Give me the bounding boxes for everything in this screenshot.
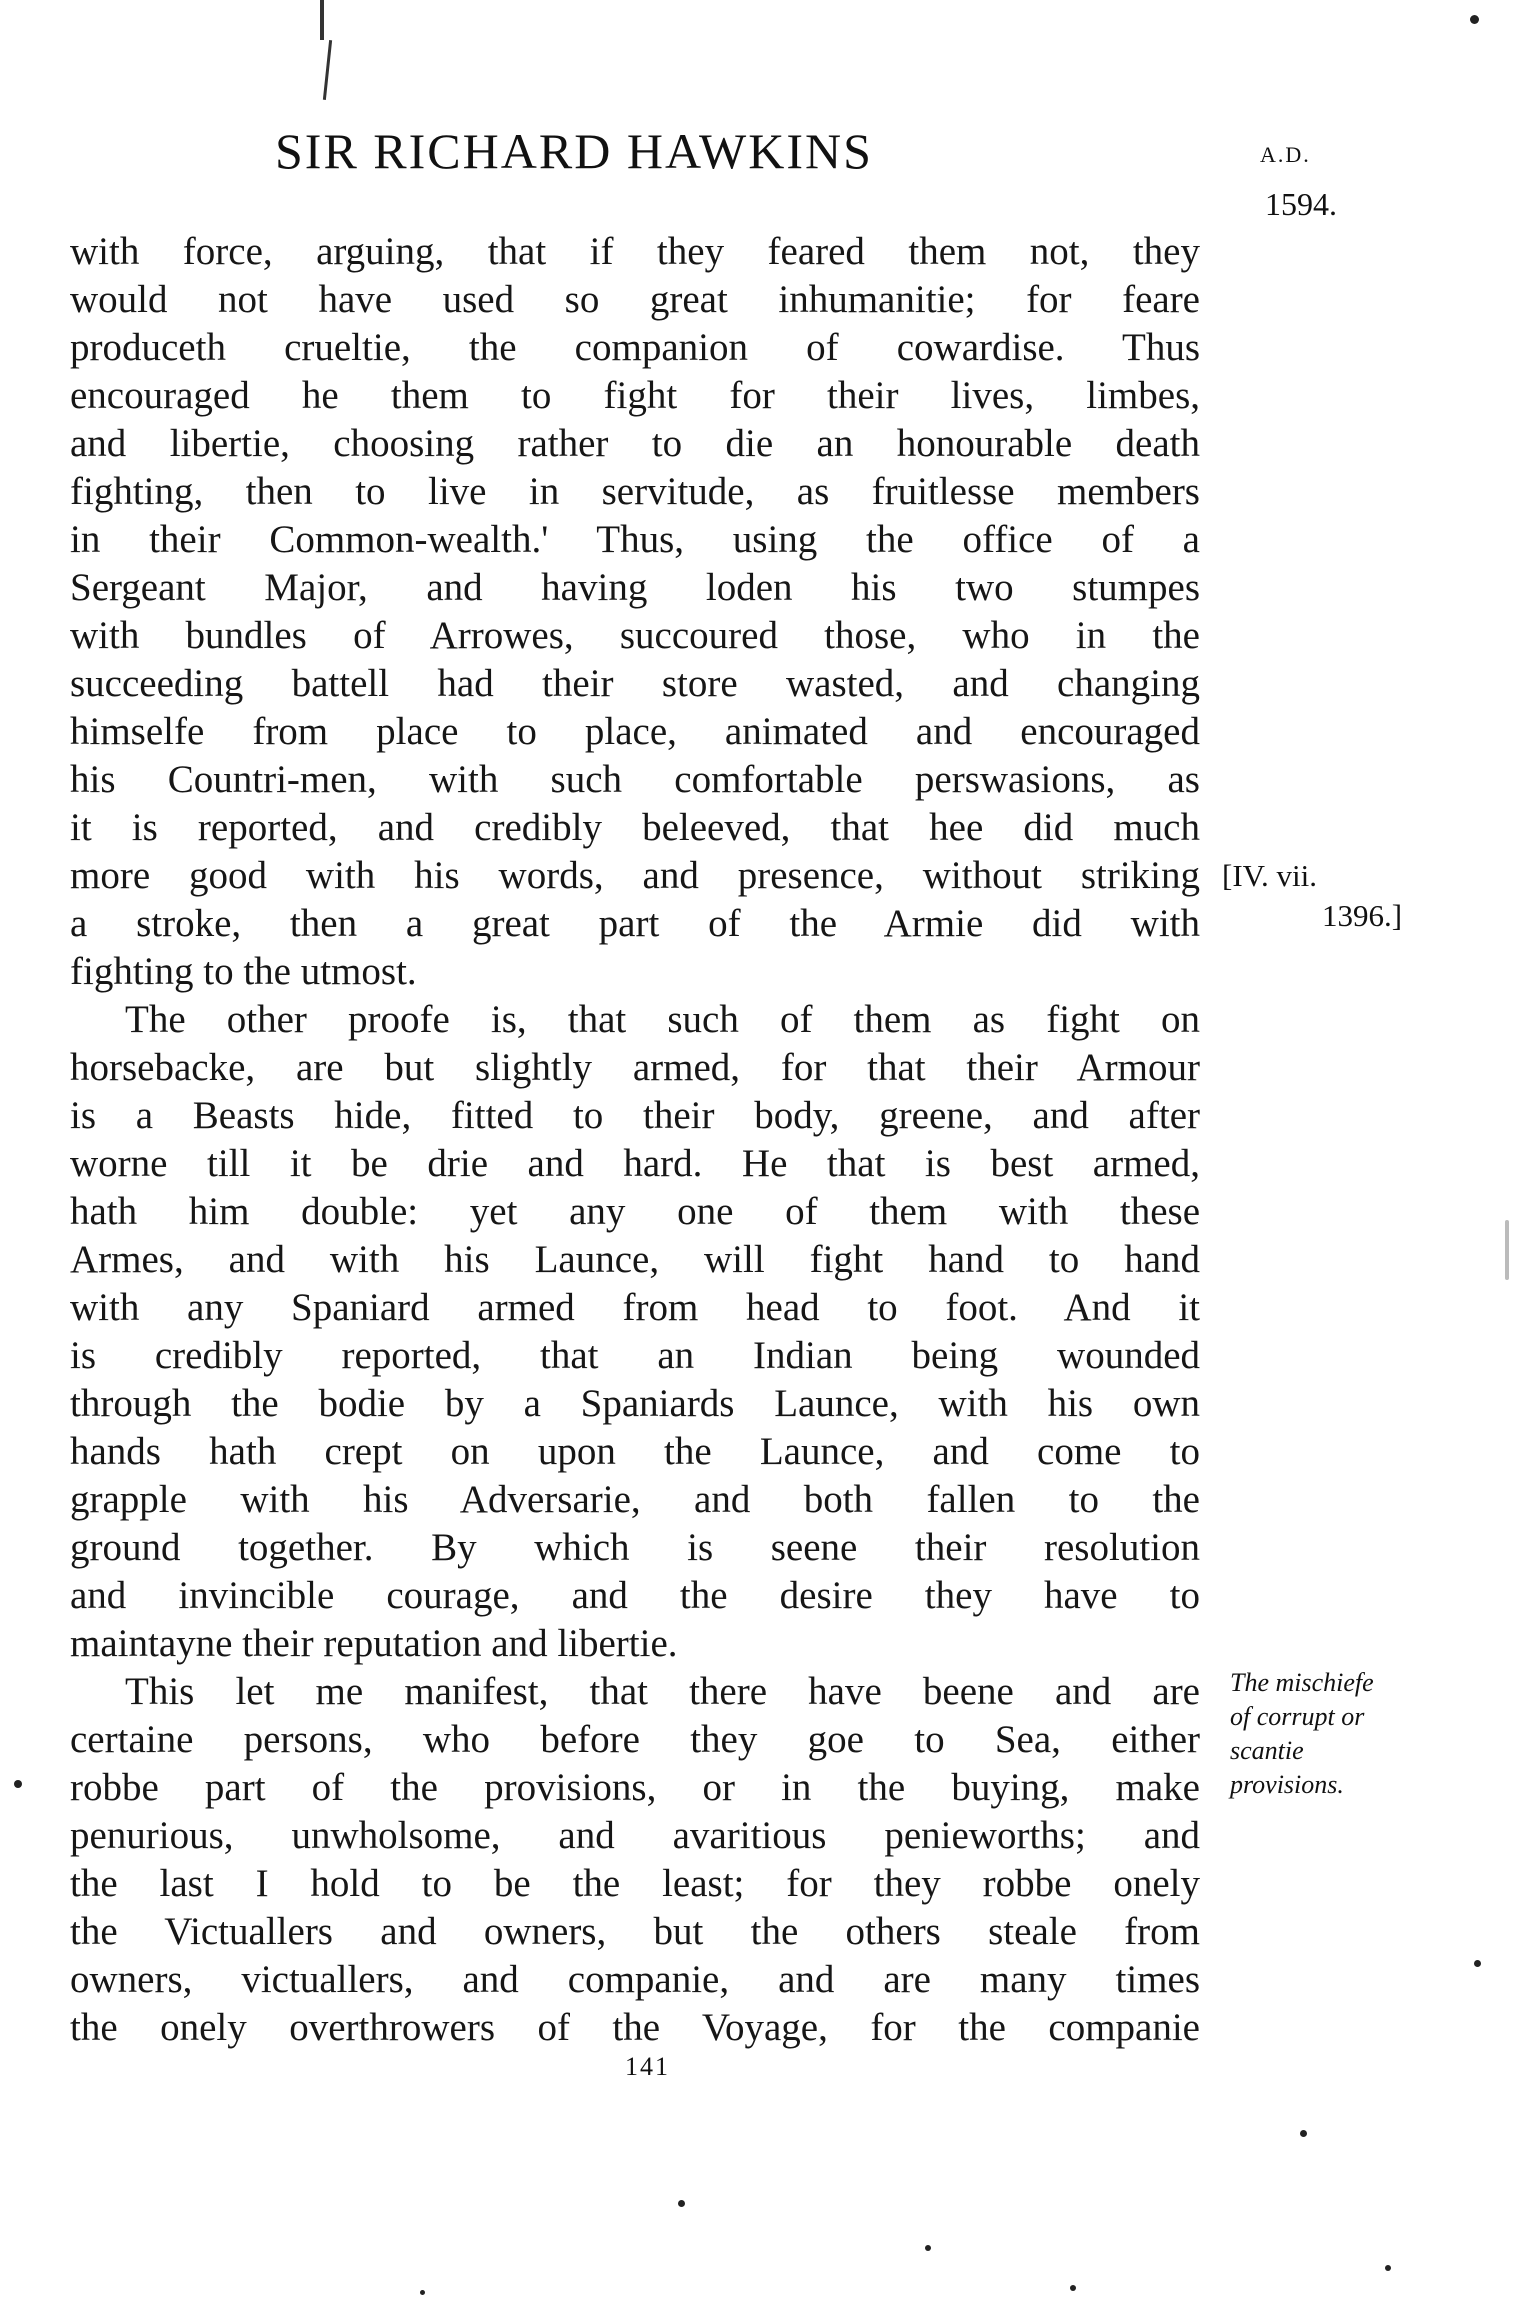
text-line: and invincible courage, and the desire they have to — [70, 1574, 1200, 1617]
scan-mark — [323, 40, 332, 100]
text-line: is a Beasts hide, fitted to their body, greene, and after — [70, 1094, 1200, 1137]
text-line: robbe part of the provisions, or in the buying, make — [70, 1766, 1200, 1809]
text-line: with force, arguing, that if they feared them not, they — [70, 230, 1200, 273]
text-line: the last I hold to be the least; for they robbe onely — [70, 1862, 1200, 1905]
scan-speck — [420, 2290, 425, 2295]
margin-reference-volume: [IV. vii. — [1222, 858, 1318, 893]
margin-note — [1230, 1666, 1470, 1802]
text-line: more good with his words, and presence, without striking — [70, 854, 1200, 897]
text-line: The other proofe is, that such of them as fight on — [125, 998, 1200, 1041]
text-line: his Countri-men, with such comfortable perswasions, as — [70, 758, 1200, 801]
text-line: produceth crueltie, the companion of cowardise. Thus — [70, 326, 1200, 369]
text-line: with bundles of Arrowes, succoured those, who in the — [70, 614, 1200, 657]
text-line: penurious, unwholsome, and avaritious penieworths; and — [70, 1814, 1200, 1857]
page-number: 141 — [625, 2052, 670, 2081]
text-line: himselfe from place to place, animated and encouraged — [70, 710, 1200, 753]
text-line: it is reported, and credibly beleeved, that hee did much — [70, 806, 1200, 849]
scan-mark — [320, 0, 324, 40]
text-line: owners, victuallers, and companie, and are many times — [70, 1958, 1200, 2001]
text-line: This let me manifest, that there have beene and are — [125, 1670, 1200, 1713]
text-line: ground together. By which is seene their resolution — [70, 1526, 1200, 1569]
text-line: with any Spaniard armed from head to foot. And it — [70, 1286, 1200, 1329]
text-line: grapple with his Adversarie, and both fallen to the — [70, 1478, 1200, 1521]
text-line: encouraged he them to fight for their lives, limbes, — [70, 374, 1200, 417]
text-line: the onely overthrowers of the Voyage, for the companie — [70, 2006, 1200, 2049]
text-line: a stroke, then a great part of the Armie did with — [70, 902, 1200, 945]
text-line: through the bodie by a Spaniards Launce, with his own — [70, 1382, 1200, 1425]
scan-speck — [1474, 1960, 1481, 1967]
running-title: SIR RICHARD HAWKINS — [275, 123, 873, 179]
scan-speck — [925, 2245, 931, 2251]
margin-note-line: provisions. — [1230, 1770, 1344, 1799]
margin-note-line: of corrupt or — [1230, 1702, 1365, 1731]
margin-note-line: The mischiefe — [1230, 1668, 1374, 1697]
text-line: hands hath crept on upon the Launce, and come to — [70, 1430, 1200, 1473]
scan-speck — [1300, 2130, 1307, 2137]
text-line: Sergeant Major, and having loden his two stumpes — [70, 566, 1200, 609]
margin-date-label: A.D. — [1260, 142, 1311, 167]
margin-year: 1594. — [1265, 186, 1337, 222]
text-line: fighting to the utmost. — [70, 950, 417, 993]
text-line: certaine persons, who before they goe to Sea, either — [70, 1718, 1200, 1761]
text-line: and libertie, choosing rather to die an honourable death — [70, 422, 1200, 465]
text-line: in their Common-wealth.' Thus, using the office of a — [70, 518, 1200, 561]
margin-reference-page: 1396.] — [1322, 898, 1403, 933]
text-line: maintayne their reputation and libertie. — [70, 1622, 678, 1665]
text-line: is credibly reported, that an Indian being wounded — [70, 1334, 1200, 1377]
scan-speck — [678, 2200, 685, 2207]
scan-speck — [1385, 2265, 1391, 2271]
margin-note-line: scantie — [1230, 1736, 1304, 1765]
scan-speck — [1505, 1220, 1509, 1280]
text-line: fighting, then to live in servitude, as fruitlesse members — [70, 470, 1200, 513]
scan-speck — [1070, 2285, 1076, 2291]
text-line: Armes, and with his Launce, will fight hand to hand — [70, 1238, 1200, 1281]
text-line: horsebacke, are but slightly armed, for that their Armour — [70, 1046, 1200, 1089]
text-line: the Victuallers and owners, but the others steale from — [70, 1910, 1200, 1953]
text-line: hath him double: yet any one of them with these — [70, 1190, 1200, 1233]
text-line: would not have used so great inhumanitie; for feare — [70, 278, 1200, 321]
scan-speck — [1470, 15, 1479, 24]
text-line: worne till it be drie and hard. He that is best armed, — [70, 1142, 1200, 1185]
scan-speck — [14, 1780, 22, 1788]
text-line: succeeding battell had their store wasted, and changing — [70, 662, 1200, 705]
